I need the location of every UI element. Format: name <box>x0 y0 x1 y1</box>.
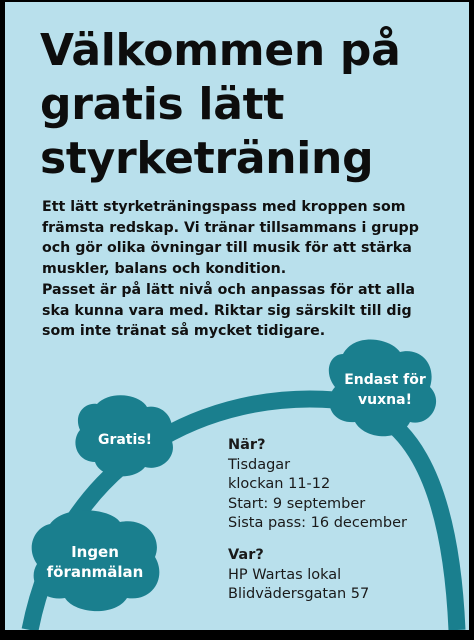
intro-line: och gör olika övningar till musik för att stärka <box>42 240 412 256</box>
badge-free-label: Gratis! <box>97 432 153 448</box>
intro-line: Passet är på lätt nivå och anpassas för att alla <box>42 282 415 298</box>
where-line: Blidvädersgatan 57 <box>228 586 370 602</box>
when-line: Start: 9 september <box>228 495 366 512</box>
badge-no-reg-line-1: Ingen <box>71 543 119 561</box>
badge-no-reg-line-2: föranmälan <box>46 563 144 581</box>
when-line: Tisdagar <box>228 456 291 473</box>
when-section <box>228 436 407 534</box>
when-line: klockan 11-12 <box>228 476 331 492</box>
badge-no-registration <box>35 542 155 582</box>
intro-paragraph-1 <box>42 197 442 279</box>
where-section <box>228 546 369 605</box>
title-line-2: gratis lätt <box>40 79 285 130</box>
when-line: Sista pass: 16 december <box>228 515 407 531</box>
intro-line: muskler, balans och kondition. <box>42 260 287 277</box>
poster <box>5 2 469 630</box>
where-line: HP Wartas lokal <box>228 566 342 583</box>
badge-adults-line-1: Endast för <box>344 372 426 388</box>
title-line-3: styrketräning <box>40 133 374 184</box>
title-line-1: Välkommen på <box>40 25 401 76</box>
badge-free <box>80 430 170 450</box>
poster-title <box>40 24 401 186</box>
intro-paragraph-2 <box>42 280 442 342</box>
where-heading: Var? <box>228 547 264 563</box>
intro-line: Ett lätt styrketräningspass med kroppen som <box>42 199 406 215</box>
badge-adults-only <box>330 370 440 410</box>
bottom-edge <box>0 630 474 640</box>
intro-line: främsta redskap. Vi tränar tillsammans i grupp <box>42 219 419 236</box>
when-heading: När? <box>228 437 266 453</box>
intro-line: som inte tränat så mycket tidigare. <box>42 323 326 339</box>
intro-line: ska kunna vara med. Riktar sig särskilt till dig <box>42 302 412 319</box>
badge-adults-line-2: vuxna! <box>358 392 412 408</box>
